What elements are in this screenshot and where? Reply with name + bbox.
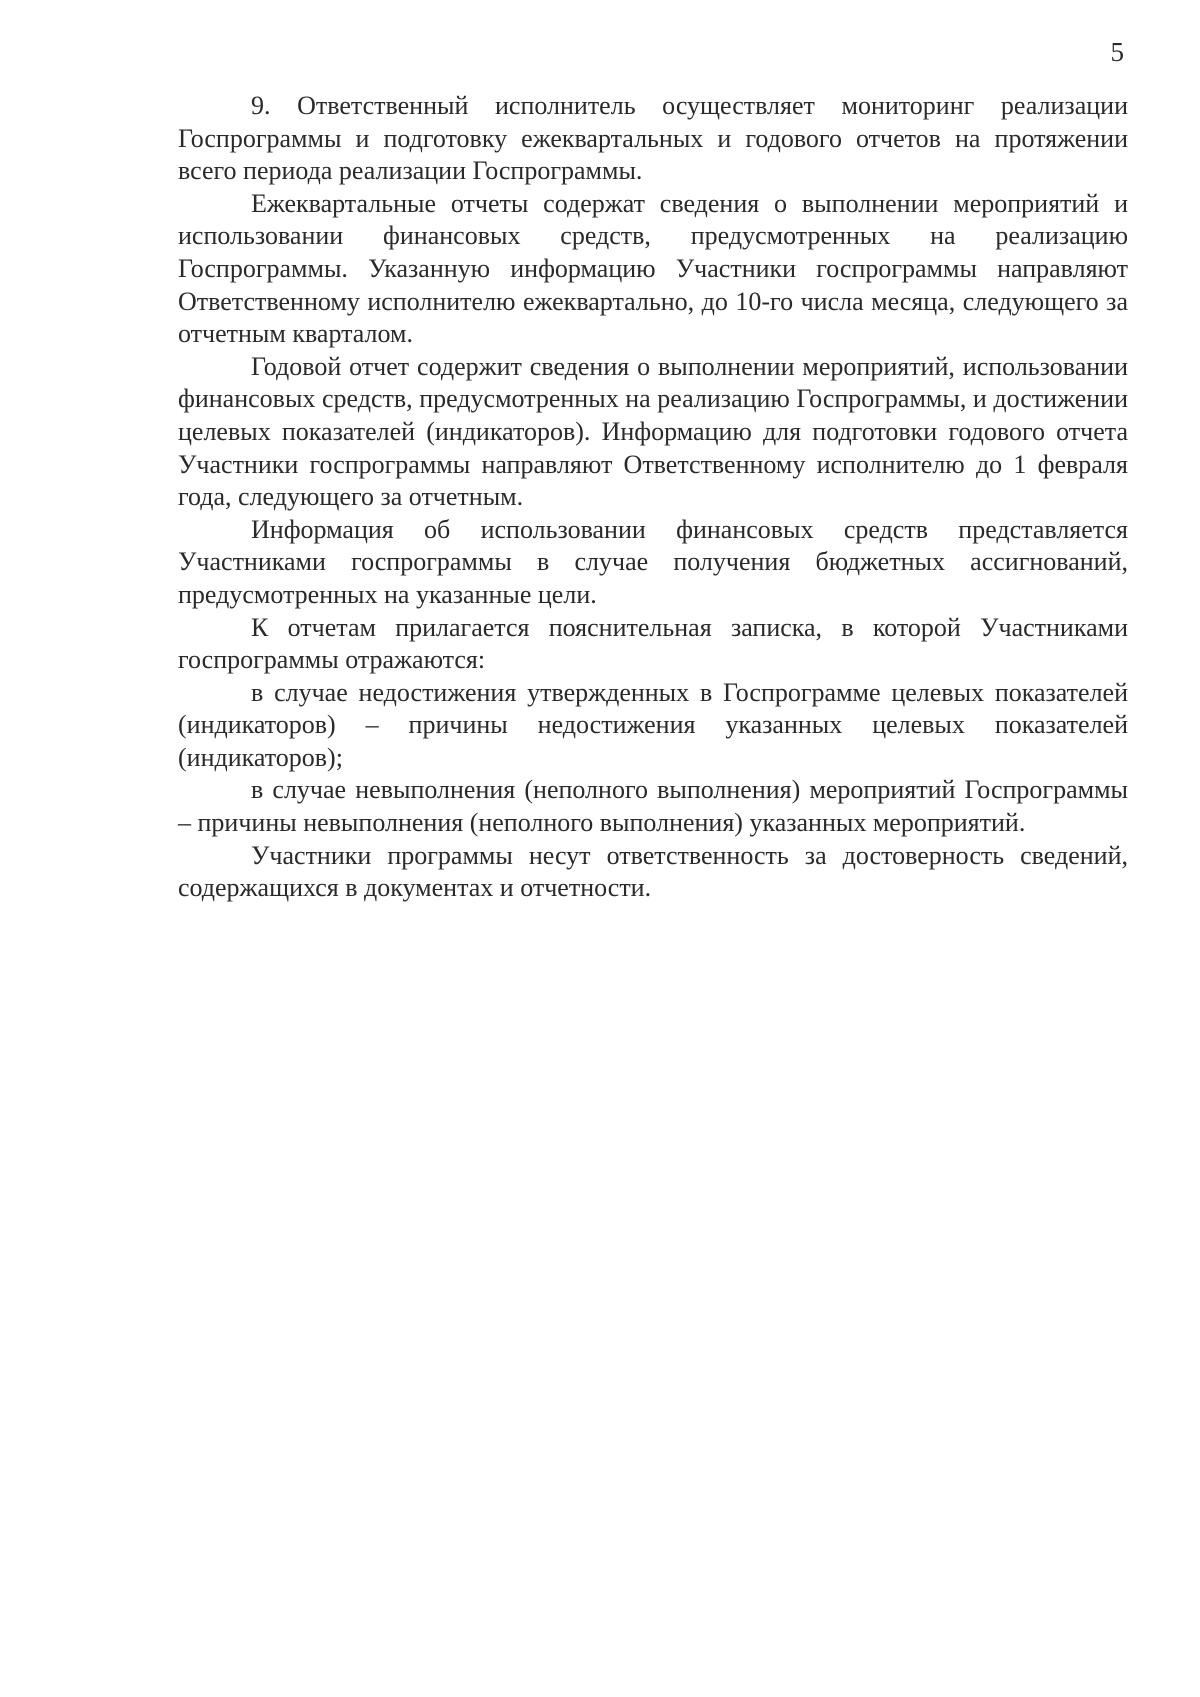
paragraph-explanatory-note: К отчетам прилагается пояснительная записка, в которой Участниками госпрограммы отражаются: <box>178 612 1128 675</box>
document-body <box>178 90 1128 905</box>
paragraph-measures-not-fulfilled: в случае невыполнения (неполного выполнения) мероприятий Госпрограммы – причины невыполнения (неполного выполнения) указанных мероприятий. <box>178 775 1128 838</box>
paragraph-monitoring: 9. Ответственный исполнитель осуществляет мониторинг реализации Госпрограммы и подготовку ежеквартальных и годового отчетов на протяжении всего периода реализации Госпрограммы. <box>178 91 1128 186</box>
page-number: 5 <box>1110 37 1124 67</box>
paragraph-responsibility: Участники программы несут ответственность за достоверность сведений, содержащихся в документах и отчетности. <box>178 840 1128 903</box>
paragraph-financial-info: Информация об использовании финансовых средств представляется Участниками госпрограммы в случае получения бюджетных ассигнований, предусмотренных на указанные цели. <box>178 514 1128 609</box>
paragraph-quarterly-reports: Ежеквартальные отчеты содержат сведения о выполнении мероприятий и использовании финансовых средств, предусмотренных на реализацию Госпрограммы. Указанную информацию Участники госпрограммы направляют Ответственному исполнителю ежеквартально, до 10-го числа месяца, следующего за отчетным кварталом. <box>178 188 1128 349</box>
paragraph-indicators-not-achieved: в случае недостижения утвержденных в Госпрограмме целевых показателей (индикаторов) – причины недостижения указанных целевых показателей (индикаторов); <box>178 677 1128 772</box>
paragraph-annual-report: Годовой отчет содержит сведения о выполнении мероприятий, использовании финансовых средств, предусмотренных на реализацию Госпрограммы, и достижении целевых показателей (индикаторов). Информацию для подготовки годового отчета Участники госпрограммы направляют Ответственному исполнителю до 1 февраля года, следующего за отчетным. <box>178 351 1128 512</box>
